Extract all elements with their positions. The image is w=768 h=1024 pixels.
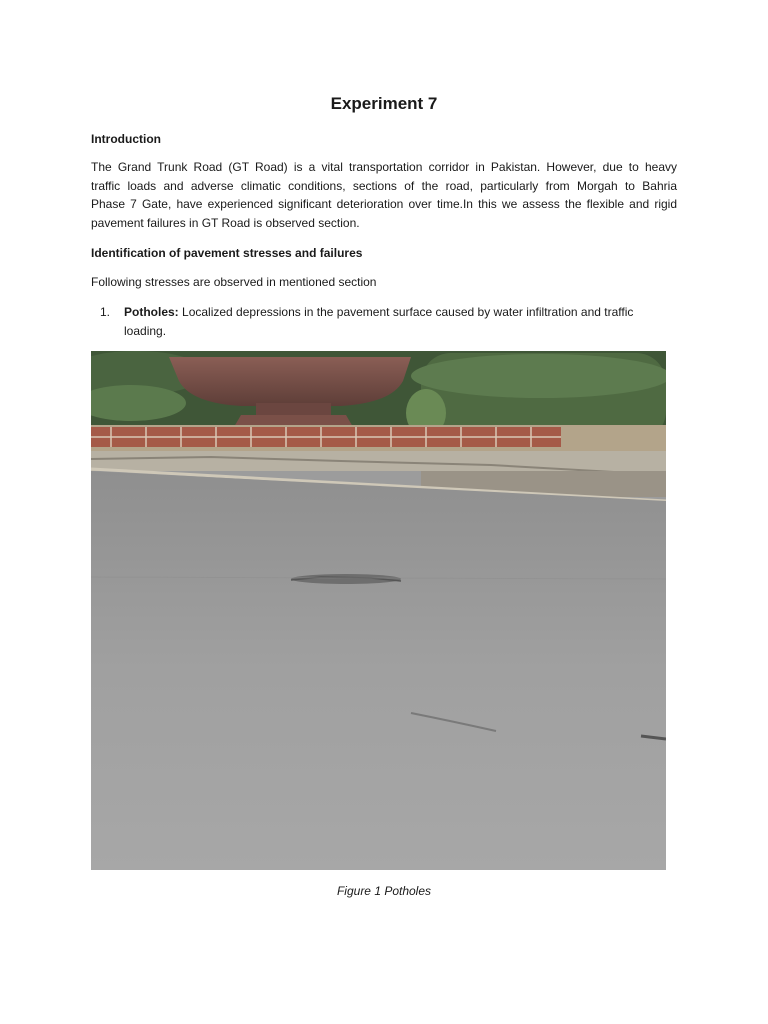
introduction-line: Phase 7 Gate, have experienced significant deterioration over time.In this we assess the flexible and rigid <box>91 197 677 211</box>
introduction-paragraph <box>91 158 677 232</box>
list-term: Potholes: <box>124 305 179 319</box>
stresses-heading: Identification of pavement stresses and failures <box>91 246 363 260</box>
introduction-line: pavement failures in GT Road is observed section. <box>91 215 360 230</box>
stresses-intro: Following stresses are observed in mentioned section <box>91 275 377 289</box>
list-description: Localized depressions in the pavement surface caused by water infiltration and traffic loading. <box>124 305 634 338</box>
figure-photo <box>91 351 666 870</box>
introduction-line: traffic loads and adverse climatic conditions, sections of the road, particularly from Morgah to Bahria <box>91 178 677 193</box>
page-title: Experiment 7 <box>330 94 438 113</box>
figure-caption: Figure 1 Potholes <box>336 884 432 898</box>
list-body <box>124 303 676 340</box>
list-number: 1. <box>100 305 111 319</box>
introduction-line: The Grand Trunk Road (GT Road) is a vital transportation corridor in Pakistan. However, due to heavy <box>91 160 677 174</box>
introduction-heading: Introduction <box>91 132 161 146</box>
